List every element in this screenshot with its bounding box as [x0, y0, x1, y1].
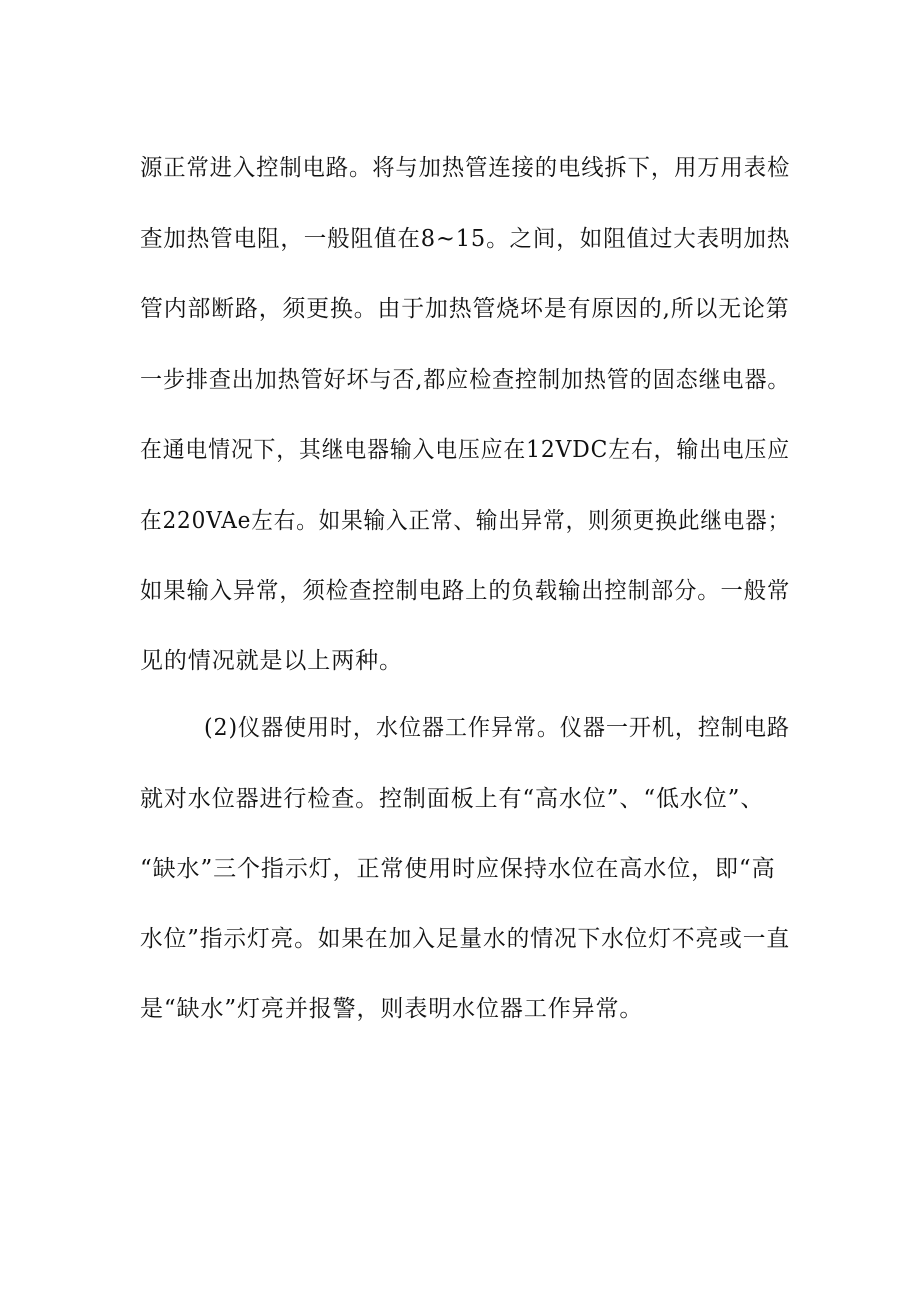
body-text-line: 查加热管电阻，一般阻值在8~15。之间，如阻值过大表明加热	[140, 226, 791, 252]
body-text-line: 见的情况就是以上两种。	[140, 648, 403, 674]
body-text-line: 水位”指示灯亮。如果在加入足量水的情况下水位灯不亮或一直	[140, 926, 790, 952]
body-text-line: 管内部断路，须更换。由于加热管烧坏是有原因的,所以无论第	[140, 296, 790, 322]
body-text-line: 如果输入异常，须检查控制电路上的负载输出控制部分。一般常	[140, 578, 791, 604]
body-text-line: 是“缺水”灯亮并报警，则表明水位器工作异常。	[140, 996, 644, 1022]
body-text-line: 在220VAe左右。如果输入正常、输出异常，则须更换此继电器；	[140, 508, 791, 534]
body-text-line: “缺水”三个指示灯，正常使用时应保持水位在高水位，即“高	[140, 856, 776, 882]
body-text-line: 就对水位器进行检查。控制面板上有“高水位”、“低水位”、	[140, 786, 765, 812]
body-text-line: 在通电情况下，其继电器输入电压应在12VDC左右，输出电压应	[140, 437, 790, 463]
body-text-line: 源正常进入控制电路。将与加热管连接的电线拆下，用万用表检	[140, 155, 791, 181]
paragraph-first-line: (2)仪器使用时，水位器工作异常。仪器一开机，控制电路	[204, 715, 790, 741]
body-text-line: 一步排查出加热管好坏与否,都应检查控制加热管的固态继电器。	[140, 367, 791, 393]
